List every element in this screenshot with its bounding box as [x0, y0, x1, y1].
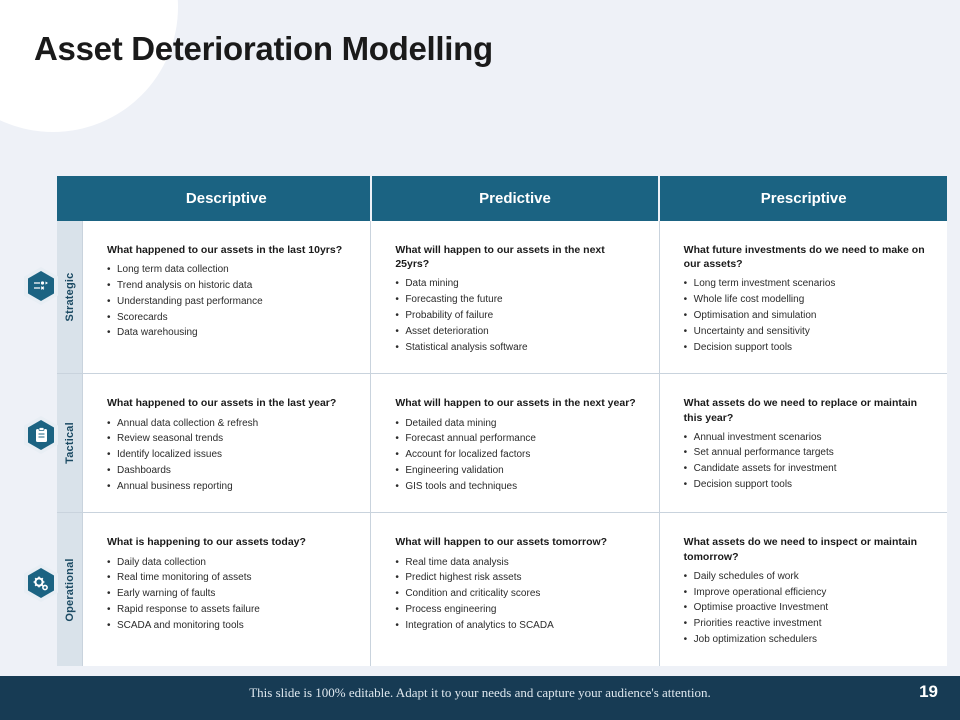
list-item: • Trend analysis on historic data: [107, 278, 352, 294]
list-item: • Review seasonal trends: [107, 431, 352, 447]
cell-bullet-list: [395, 416, 640, 495]
list-item: • Annual data collection & refresh: [107, 416, 352, 432]
list-item: • Early warning of faults: [107, 586, 352, 602]
cell-bullet-list: [684, 276, 929, 355]
footer-note: This slide is 100% editable. Adapt it to your needs and capture your audience's attention.: [249, 685, 711, 700]
list-item: • Process engineering: [395, 602, 640, 618]
list-item: • SCADA and monitoring tools: [107, 618, 352, 634]
row-label-strategic: Strategic: [63, 272, 76, 322]
cell-question: What is happening to our assets today?: [107, 536, 306, 549]
list-item: • Forecast annual performance: [395, 431, 640, 447]
gears-icon: [28, 568, 54, 598]
cell-bullet-list: [107, 555, 352, 634]
list-item: • Job optimization schedulers: [684, 632, 929, 648]
cell-strategic-predictive: [371, 221, 659, 373]
list-item: • Priorities reactive investment: [684, 616, 929, 632]
list-item: • Detailed data mining: [395, 416, 640, 432]
cell-strategic-prescriptive: [660, 221, 947, 373]
list-item: • Rapid response to assets failure: [107, 602, 352, 618]
list-item: • Account for localized factors: [395, 447, 640, 463]
cell-bullet-list: [107, 262, 352, 341]
cell-question: What will happen to our assets in the next 25yrs?: [395, 244, 605, 271]
cell-question: What assets do we need to inspect or maintain tomorrow?: [683, 536, 918, 563]
list-item: • Daily data collection: [107, 555, 352, 571]
list-item: • Data mining: [395, 276, 640, 292]
clipboard-icon: [28, 420, 54, 450]
list-item: • Identify localized issues: [107, 447, 352, 463]
row-label-tactical: Tactical: [63, 422, 76, 465]
list-item: • Optimise proactive Investment: [684, 600, 929, 616]
list-item: • Engineering validation: [395, 463, 640, 479]
cell-operational-descriptive: [83, 513, 371, 665]
target-arrow-icon: [28, 271, 54, 301]
list-item: • Daily schedules of work: [684, 569, 929, 585]
cell-tactical-descriptive: [83, 374, 371, 512]
list-item: • Whole life cost modelling: [684, 292, 929, 308]
cell-strategic-descriptive: [83, 221, 371, 373]
cell-tactical-prescriptive: [660, 374, 947, 512]
column-header-predictive: Predictive: [372, 176, 661, 221]
cell-operational-predictive: [371, 513, 659, 665]
list-item: • Integration of analytics to SCADA: [395, 618, 640, 634]
list-item: • Optimisation and simulation: [684, 308, 929, 324]
list-item: • Real time monitoring of assets: [107, 570, 352, 586]
row-badge-operational: [24, 564, 58, 602]
list-item: • Candidate assets for investment: [684, 461, 929, 477]
list-item: • Predict highest risk assets: [395, 570, 640, 586]
cell-question: What assets do we need to replace or maintain this year?: [683, 397, 918, 424]
list-item: • Long term investment scenarios: [684, 276, 929, 292]
list-item: • Set annual performance targets: [684, 445, 929, 461]
list-item: • Real time data analysis: [395, 555, 640, 571]
row-label-operational: Operational: [63, 557, 76, 622]
cell-bullet-list: [395, 276, 640, 355]
page-number: 19: [919, 682, 938, 701]
list-item: • Improve operational efficiency: [684, 585, 929, 601]
cell-bullet-list: [395, 555, 640, 634]
matrix-header-row: [57, 176, 947, 221]
cell-bullet-list: [684, 569, 929, 648]
row-rail-operational: [57, 513, 83, 665]
row-rail-strategic: [57, 221, 83, 373]
cell-bullet-list: [107, 416, 352, 495]
list-item: • Probability of failure: [395, 308, 640, 324]
list-item: • Statistical analysis software: [395, 340, 640, 356]
matrix-row-strategic: [57, 221, 947, 374]
cell-bullet-list: [684, 430, 929, 493]
cell-operational-prescriptive: [660, 513, 947, 665]
list-item: • Long term data collection: [107, 262, 352, 278]
list-item: • Understanding past performance: [107, 294, 352, 310]
list-item: • Forecasting the future: [395, 292, 640, 308]
header-rail-spacer: [57, 176, 83, 221]
matrix-row-operational: [57, 513, 947, 665]
list-item: • Uncertainty and sensitivity: [684, 324, 929, 340]
cell-question: What happened to our assets in the last year?: [107, 397, 337, 410]
list-item: • Decision support tools: [684, 477, 929, 493]
cell-tactical-predictive: [371, 374, 659, 512]
list-item: • Decision support tools: [684, 340, 929, 356]
list-item: • Annual investment scenarios: [684, 430, 929, 446]
footer-bar: [0, 676, 960, 720]
list-item: • Dashboards: [107, 463, 352, 479]
row-badge-strategic: [24, 267, 58, 305]
matrix-row-tactical: [57, 374, 947, 513]
asset-deterioration-matrix: [57, 176, 947, 666]
row-rail-tactical: [57, 374, 83, 512]
cell-question: What will happen to our assets tomorrow?: [395, 536, 608, 549]
cell-question: What will happen to our assets in the next year?: [395, 397, 636, 410]
cell-question: What future investments do we need to make on our assets?: [683, 244, 925, 271]
list-item: • Scorecards: [107, 310, 352, 326]
list-item: • Data warehousing: [107, 325, 352, 341]
list-item: • Asset deterioration: [395, 324, 640, 340]
column-header-descriptive: Descriptive: [83, 176, 372, 221]
list-item: • Annual business reporting: [107, 479, 352, 495]
list-item: • GIS tools and techniques: [395, 479, 640, 495]
column-header-prescriptive: Prescriptive: [760, 190, 847, 207]
page-title: Asset Deterioration Modelling: [34, 30, 493, 67]
list-item: • Condition and criticality scores: [395, 586, 640, 602]
cell-question: What happened to our assets in the last 10yrs?: [107, 244, 343, 256]
row-badge-tactical: [24, 416, 58, 454]
